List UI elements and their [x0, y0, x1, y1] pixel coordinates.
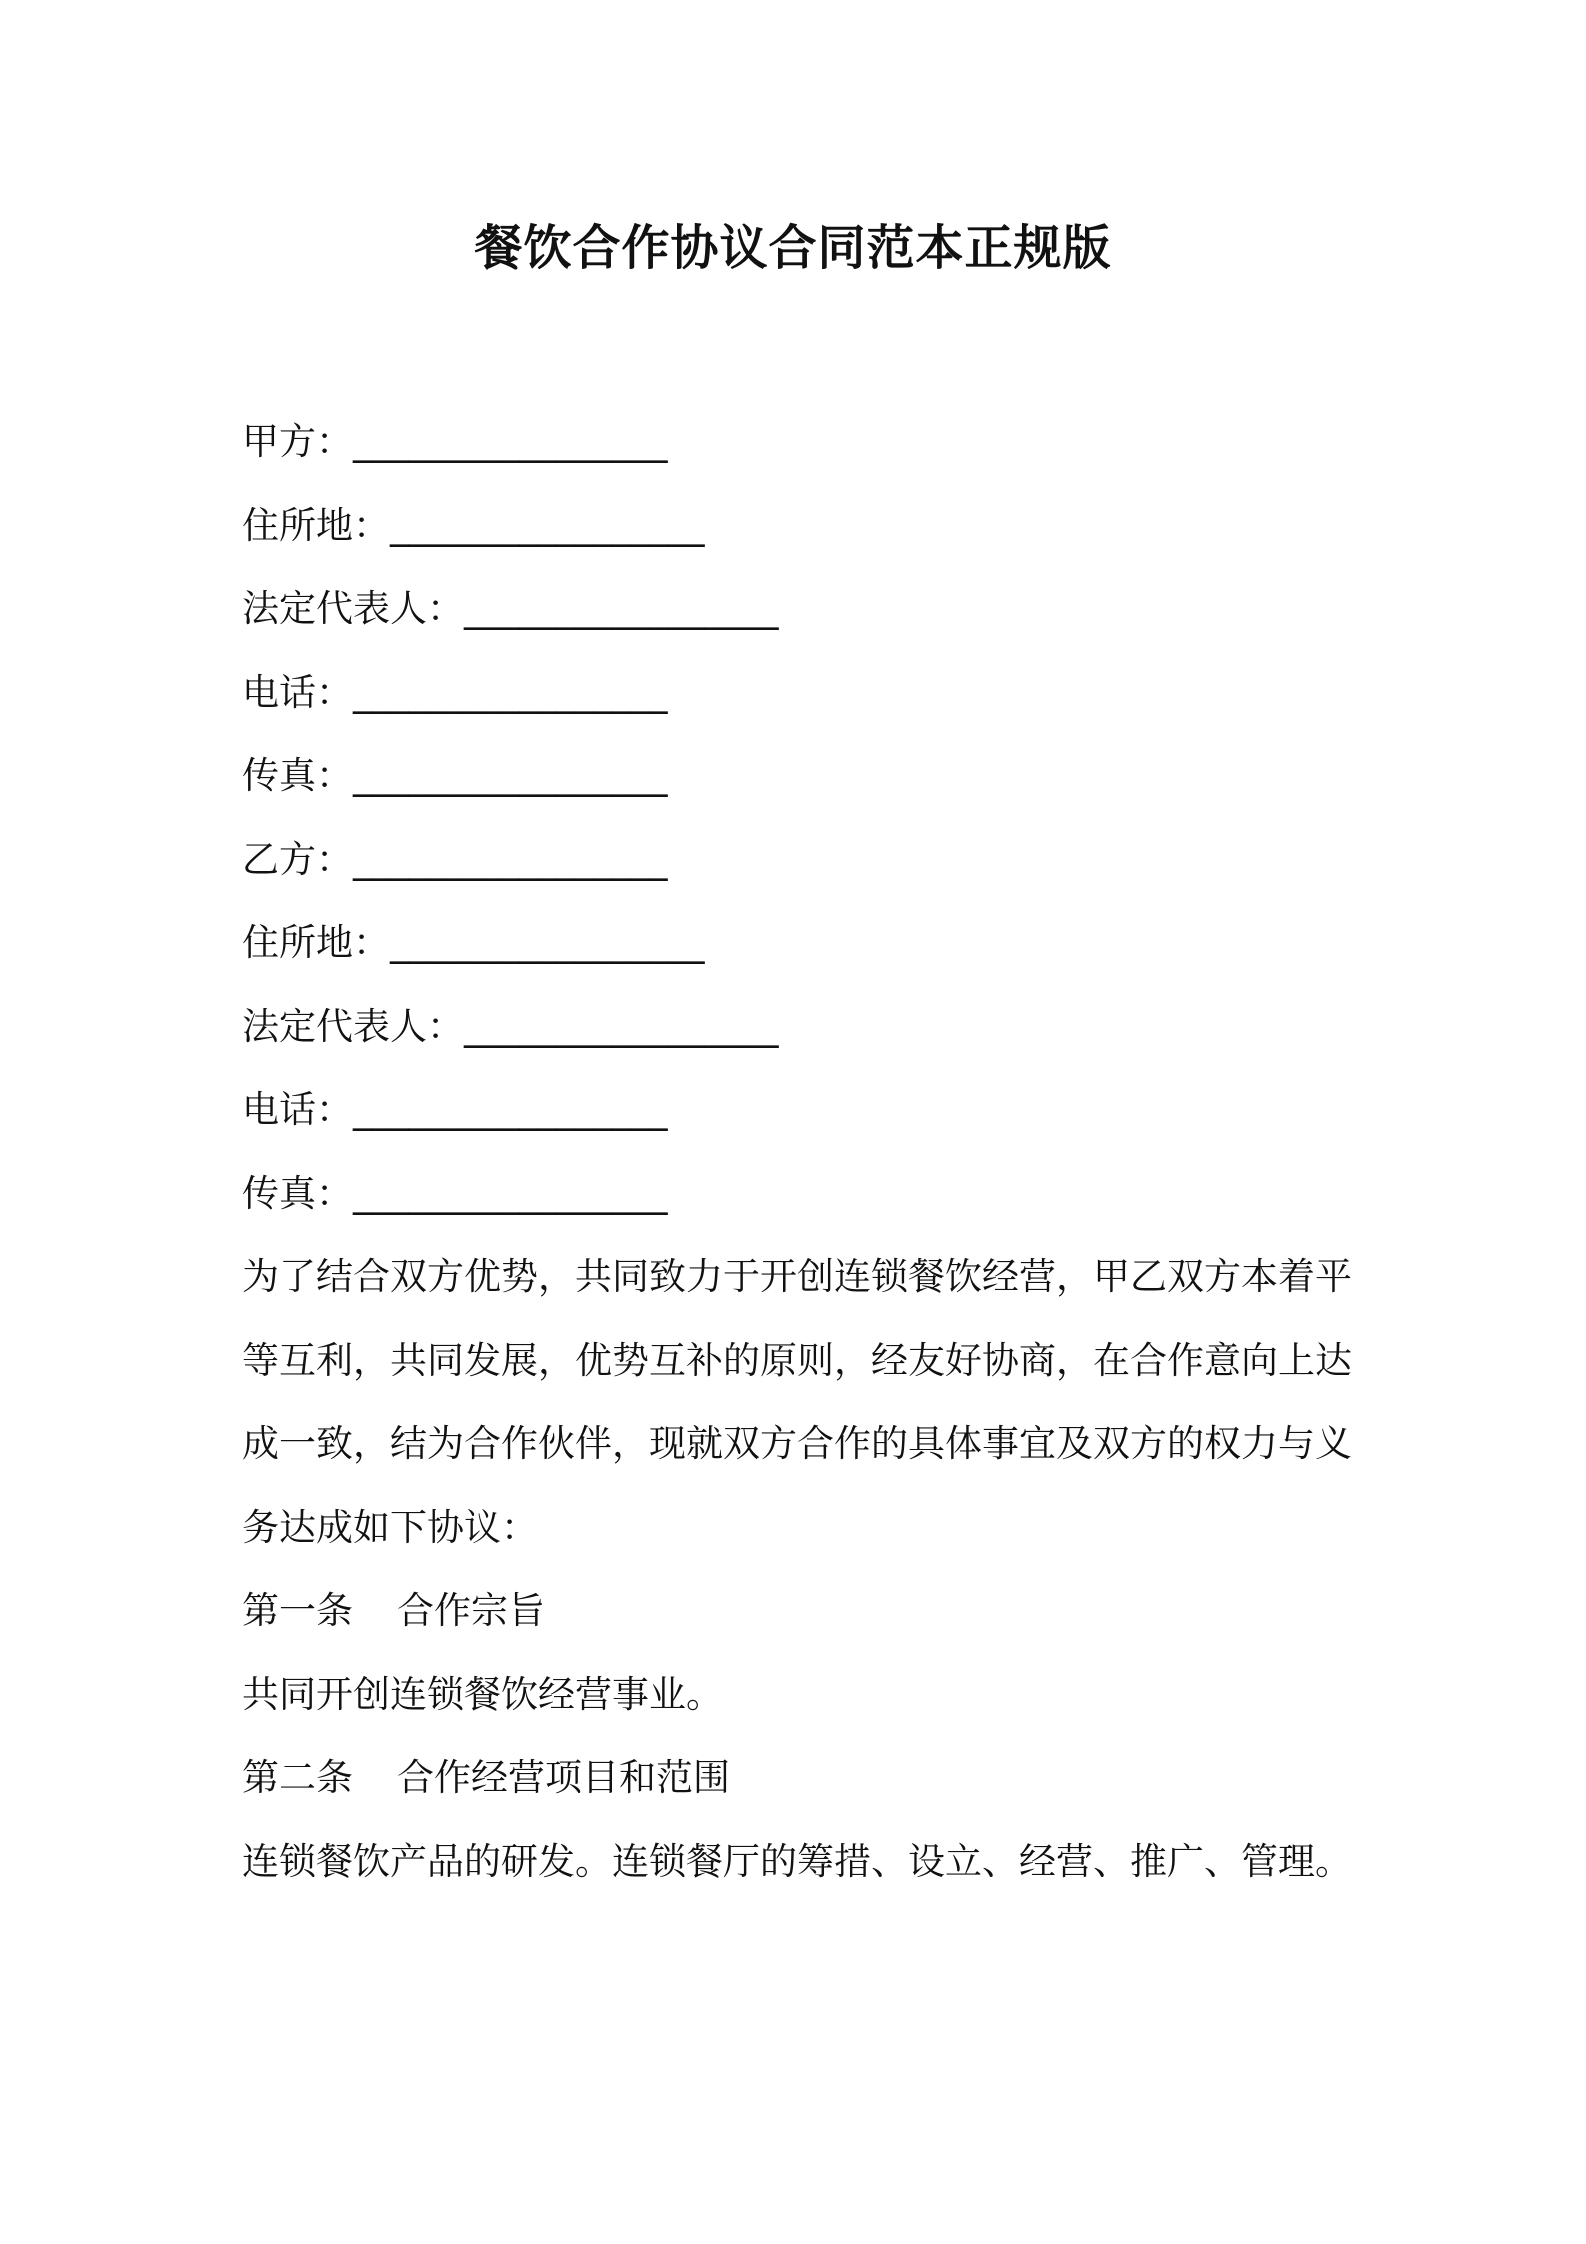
field-label: 传真：	[242, 754, 353, 797]
article-title: 合作宗旨	[397, 1589, 545, 1632]
fill-blank: _________________	[353, 1088, 668, 1131]
party-a-name-row	[242, 400, 1354, 484]
fill-blank: _________________	[353, 1171, 668, 1215]
party-b-phone-row	[242, 1068, 1354, 1152]
party-a-address-row	[242, 484, 1354, 568]
preamble-paragraph: 为了结合双方优势，共同致力于开创连锁餐饮经营，甲乙双方本着平等互利，共同发展，优势互补的原则，经友好协商，在合作意向上达成一致，结为合作伙伴，现就双方合作的具体事宜及双方的权力与义务达成如下协议：	[242, 1255, 1352, 1549]
document-body	[242, 400, 1354, 1903]
field-label: 电话：	[242, 670, 353, 714]
document-title: 餐饮合作协议合同范本正规版	[474, 220, 1112, 276]
article-number: 第一条	[242, 1589, 353, 1632]
field-label: 法定代表人：	[242, 587, 464, 630]
field-label: 传真：	[242, 1171, 353, 1215]
field-label: 住所地：	[242, 921, 390, 964]
field-label: 电话：	[242, 1088, 353, 1131]
party-b-legal-rep-row	[242, 985, 1354, 1069]
fill-blank: _________________	[390, 921, 705, 964]
article-number: 第二条	[242, 1756, 353, 1799]
party-a-fax-row	[242, 734, 1354, 818]
party-a-legal-rep-row	[242, 567, 1354, 651]
fill-blank: _________________	[464, 587, 779, 630]
article-2-body: 连锁餐饮产品的研发。连锁餐厅的筹措、设立、经营、推广、管理。	[242, 1839, 1352, 1883]
article-1-heading	[242, 1569, 1354, 1653]
article-1-body: 共同开创连锁餐饮经营事业。	[242, 1672, 723, 1716]
article-2-heading	[242, 1736, 1354, 1820]
fill-blank: _________________	[390, 503, 705, 547]
field-label: 法定代表人：	[242, 1004, 464, 1048]
fill-blank: _________________	[353, 754, 668, 797]
party-a-phone-row	[242, 651, 1354, 735]
fill-blank: _________________	[353, 670, 668, 714]
field-label: 乙方：	[242, 837, 353, 881]
fill-blank: _________________	[353, 837, 668, 881]
field-label: 甲方：	[242, 420, 353, 463]
article-title: 合作经营项目和范围	[397, 1756, 730, 1799]
party-b-fax-row	[242, 1152, 1354, 1236]
party-b-address-row	[242, 901, 1354, 985]
field-label: 住所地：	[242, 503, 390, 547]
party-b-name-row	[242, 818, 1354, 902]
fill-blank: _________________	[464, 1004, 779, 1048]
fill-blank: _________________	[353, 420, 668, 463]
